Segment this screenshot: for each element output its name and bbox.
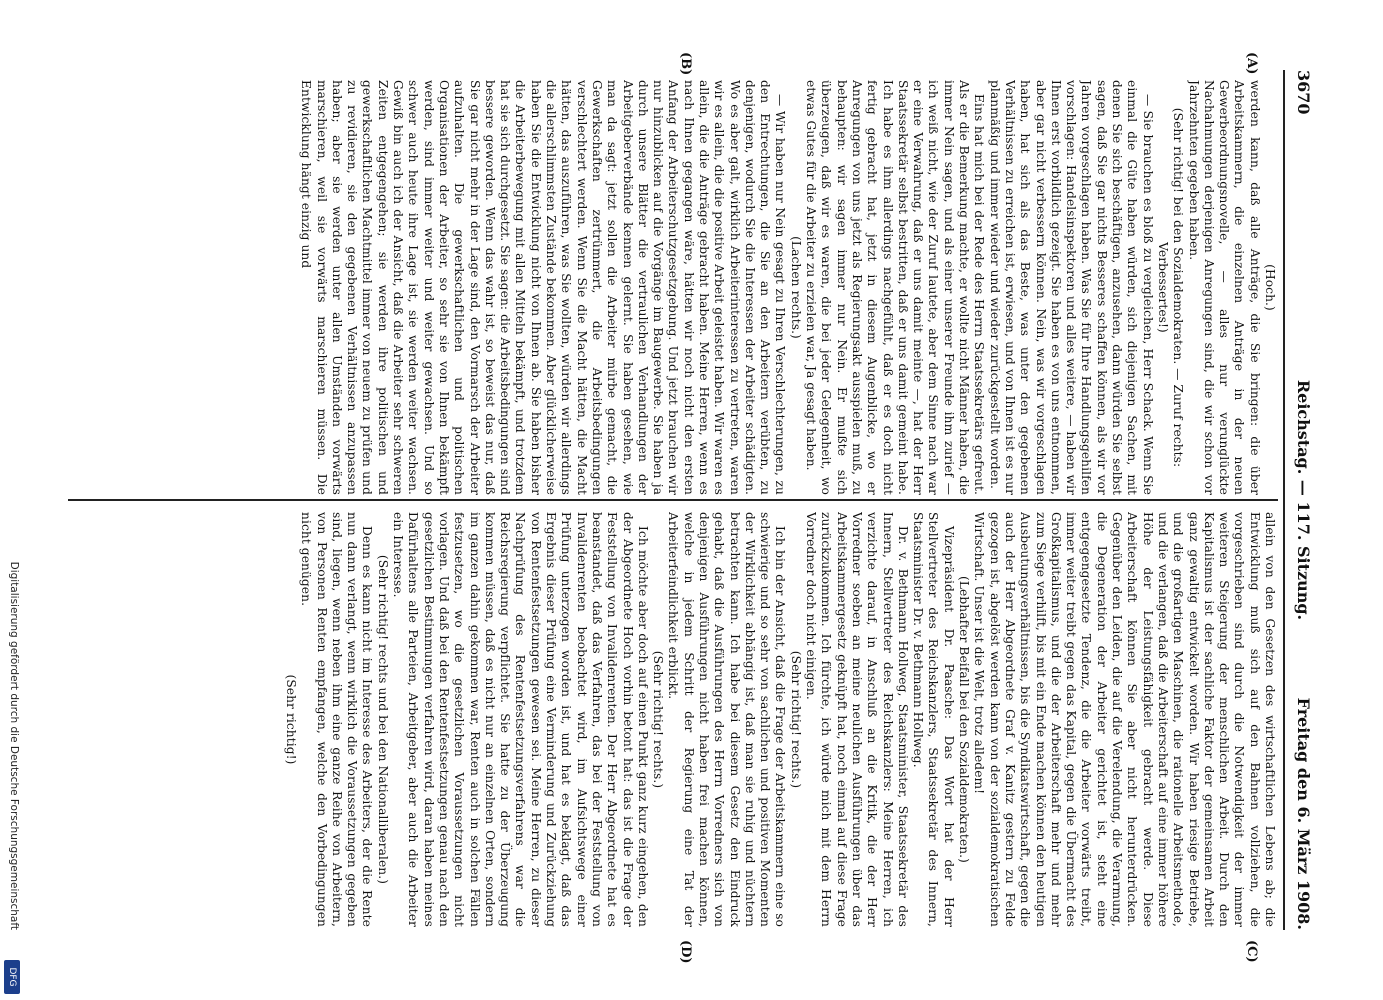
interjection: (Hoch.) (1263, 264, 1277, 311)
dfg-logo: DFG (4, 960, 20, 994)
header-rule (1283, 70, 1285, 930)
column-divider (68, 499, 1278, 501)
paragraph: Eins hat mich bei der Rede des Herrn Staatssekretärs gefreut. Als er die Bemerkung machte, er wollte nicht Männer haben, die immer Nein sagen, und als einer unserer Freunde ihm zurief — ich weiß nicht, wie der Zuruf lautete, aber dem Sinne nach war er eine Verwahrung, daß er uns damit meinte —, hat der Herr Staatssekretär selbst bestritten, daß er uns damit gemeint habe. Ich habe es ihm allerdings nachgefühlt, daß er es doch nicht fertig gebracht hat, jetzt in diesem Augenblicke, wo er Anregungen von uns jetzt als Regierungsakt ausspielen muß, zu behaupten: wir sagen immer nur Nein. Er mußte sich überzeugen, daß wir es waren, die bei jeder Gelegenheit, wo etwas Gutes für die Arbeiter zu erzielen war, Ja gesagt haben. (804, 80, 987, 495)
left-column (65, 80, 1277, 495)
right-column (65, 512, 1277, 927)
interjection: (Sehr richtig! rechts und bei den Nationalliberalen.) (375, 554, 390, 885)
margin-marker-b: (B) (678, 52, 693, 76)
paragraph: Ich bin der Ansicht, daß die Frage der Arbeitskammern eine so schwierige und so sehr von sachlichen und positiven Momenten der Wirklichkeit abhängig ist, daß man sie ruhig und nüchtern betrachten kann. Ich habe bei diesem Gesetz den Eindruck gehabt, daß die Ausführungen des Herrn Vorredners sich von denjenigen Ausführungen nicht haben frei machen können, welche in jedem Schritt der Regierung eine Tat der Arbeiterfeindlichkeit erblickt. (666, 512, 788, 927)
interjection: (Sehr richtig! rechts.) (651, 650, 666, 789)
paragraph: allein von den Gesetzen des wirtschaftlichen Lebens ab; die Entwicklung muß sich auf den Bahnen vollziehen, die vorgeschrieben sind durch die Notwendigkeit der immer weiteren Steigerung der menschlichen Arbeit. Durch den Kapitalismus ist der sachliche Faktor der gemeinsamen Arbeit ganz gewaltig entwickelt worden. Wir haben riesige Betriebe, und die großartigen Maschinen, die rationelle Arbeitsmethode, und die verlangen, daß die Arbeiterschaft auf eine immer höhere Höhe der Leistungsfähigkeit gebracht werde. Diese Arbeiterschaft können Sie aber nicht herunterdrücken. Gegenüber den Leiden, die auf die Verelendung, die Verarmung, die Degeneration der Arbeiter gerichtet ist, steht eine entgegengesetzte Tendenz, die die Arbeiter vorwärts treibt, immer weiter treibt gegen das Kapital, gegen die Übermacht des Großkapitalismus, und die der Arbeiterschaft mehr und mehr zum Siege verhilft, bis mit ein Ende machen können den heutigen Ausbeutungsverhältnissen, bis die Syndikatswirtschaft, gegen die auch der Herr Abgeordnete Graf v. Kanitz gestern zu Felde gezogen ist, abgelöst werden kann von der sozialdemokratischen Wirtschaft. Unser ist die Welt, trotz alledem! (972, 512, 1277, 927)
paragraph: — Sie brauchen es bloß zu vergleichen, Herr Schack. Wenn Sie einmal die Güte haben würden, sich diejenigen Sachen, mit denen Sie sich beschäftigen, anzusehen, dann würden Sie selbst sagen, daß Sie gar nichts Besseres schaffen können, als wir vor Jahren vorgeschlagen haben. Was Sie für Ihre Handlungsgehilfen vorschlagen: Handelsinspektoren und alles weitere, — haben wir Ihnen erst vorbildlich gezeigt. Sie haben es von uns entnommen, aber gar nicht verbessern können. Nein, was wir vorgeschlagen haben, hat sich als das Beste, was unter den gegebenen Verhältnissen zu erreichen ist, erwiesen, und von Ihnen ist es nur planmäßig und immer wieder und wieder zurückgestellt worden. (987, 80, 1155, 495)
paragraph: werden kann, daß alle Anträge, die Sie bringen: die über Arbeitskammern, die einzelnen Anträge in der neuen Gewerbeordnungsnovelle, — alles nur verunglückte Nachahmungen derjenigen Anregungen sind, die wir schon vor Jahrzehnten gegeben haben. (1186, 80, 1262, 495)
interjection: (Sehr richtig!) (284, 674, 298, 765)
margin-marker-a: (A) (1244, 52, 1259, 75)
interjection: (Sehr richtig! bei den Sozialdemokraten. — Zuruf rechts: Verbessertes!) (1155, 107, 1186, 468)
interjection: (Lebhafter Beifall bei den Sozialdemokraten.) (957, 576, 972, 863)
paragraph: Vizepräsident Dr. Paasche: Das Wort hat der Herr Stellvertreter des Reichskanzlers, Staatssekretär des Innern, Staatsminister Dr. v. Bethmann Hollweg. (911, 512, 956, 927)
digitization-credit: Digitalisierung gefördert durch die Deutsche Forschungsgemeinschaft (8, 561, 20, 930)
session-date: Freitag den 6. März 1908. (1294, 697, 1313, 930)
page-header (1287, 70, 1313, 930)
paragraph: Ich möchte aber doch auf einen Punkt ganz kurz eingehen, den der Abgeordnete Hoch vorhin betont hat: das ist die Frage der Feststellung von Invalidenrenten. Der Herr Abgeordnete hat es beanstandet, daß das Verfahren, das bei der Feststellung von Invalidenrenten beobachtet wird, im Aufsichtswege einer Prüfung unterzogen worden ist, und hat es beklagt, daß das Ergebnis dieser Prüfung eine Verminderung und Zurückziehung von Rentenfestsetzungen gewesen sei. Meine Herren, zu dieser Nachprüfung des Rentenfestsetzungsverfahrens war die Reichsregierung verpflichtet. Sie hatte zu der Überzeugung kommen müssen, daß es nicht nur an einzelnen Orten, sondern im ganzen dahin gekommen war, Renten auch in solchen Fällen festzusetzen, wo die gesetzlichen Voraussetzungen nicht vorlagen. Und daß bei den Rentenfestsetzungen genau nach den gesetzlichen Bestimmungen verfahren wird, daran haben meines Dafürhaltens alle Parteien, Arbeitgeber, aber auch die Arbeiter ein Interesse. (391, 512, 650, 927)
session-title: Reichstag. — 117. Sitzung. (1294, 379, 1313, 621)
paragraph: — Wir haben nur Nein gesagt zu Ihren Verschlechterungen, zu den Entrechtungen, die Sie an den Arbeitern verübten, zu denjenigen, wodurch Sie die Interessen der Arbeiter schädigten. Wo es aber galt, wirklich Arbeiterinteressen zu vertreten, waren wir es allein, die die positive Arbeit geleistet haben. Wir waren es allein, die die Anträge gebracht haben. Meine Herren, wenn es nach Ihnen gegangen wäre, hätten wir noch nicht den ersten Anfang der Arbeiterschutzgesetzgebung. Und jetzt brauchen wir nur hinzublicken auf die Vorgänge im Baugewerbe. Sie haben ja durch unsere Blätter die vertraulichen Verhandlungen der Arbeitgeberverbände kennen gelernt. Sie haben gesehen, wie man da sagt: jetzt sollen die Arbeiter mürbe gemacht, die Gewerkschaften zertrümmert, die Arbeitsbedingungen verschlechtert werden. Wenn Sie die Macht hätten, die Macht hätten, das auszuführen, was Sie wollten, würden wir allerdings die allerschlimmsten Zustände bekommen. Aber glücklicherweise haben Sie die Entwicklung nicht von Ihnen ab. Sie haben bisher die Arbeiterbewegung mit allen Mitteln bekämpft, und trotzdem hat sie sich durchgesetzt. Sie sagen: die Arbeitsbedingungen sind bessere geworden. Wenn das wahr ist, so beweist das nur, daß Sie gar nicht mehr in der Lage sind, den Vormarsch der Arbeiter aufzuhalten. Die gewerkschaftlichen und politischen Organisationen der Arbeiter, so sehr sie von Ihnen bekämpft werden, sind immer weiter und weiter gewachsen. Und so schwer auch heute ihre Lage ist, sie werden weiter wachsen. Gewiß bin auch ich der Ansicht, daß die Arbeiter sehr schweren Zeiten entgegengehen; sie werden ihre politischen und gewerkschaftlichen Machtmittel immer von neuem zu prüfen und zu revidieren, sie den gegebenen Verhältnissen anzupassen haben; aber sie werden unter allen Umständen vorwärts marschieren, weil sie vorwärts marschieren müssen. Die Entwicklung hängt einzig und (299, 80, 788, 495)
interjection: (Sehr richtig! rechts.) (788, 650, 803, 789)
interjection: (Lachen rechts.) (788, 236, 803, 339)
margin-marker-c: (C) (1244, 940, 1259, 963)
paragraph: Dr. v. Bethmann Hollweg, Staatsminister, Staatssekretär des Innern, Stellvertreter des Reichskanzlers: Meine Herren, ich verzichte darauf, in Anschluß an die Kritik, die der Herr Vorredner soeben an meine neulichen Ausführungen über das Arbeitskammergesetz geknüpft hat, noch einmal auf diese Frage zurückzukommen. Ich fürchte, ich würde mich mit dem Herrn Vorredner doch nicht einigen. (804, 512, 910, 927)
paragraph: Denn es kann nicht im Interesse des Arbeiters, der die Rente nun dann verlangt, wenn wirklich die Voraussetzungen gegeben sind, liegen, wenn neben ihm eine ganze Reihe von Arbeitern, von Personen Renten empfangen, welche den Vorbedingungen nicht genügen. (299, 512, 375, 927)
margin-marker-d: (D) (678, 940, 693, 964)
page-number: 3670 (1294, 70, 1313, 115)
